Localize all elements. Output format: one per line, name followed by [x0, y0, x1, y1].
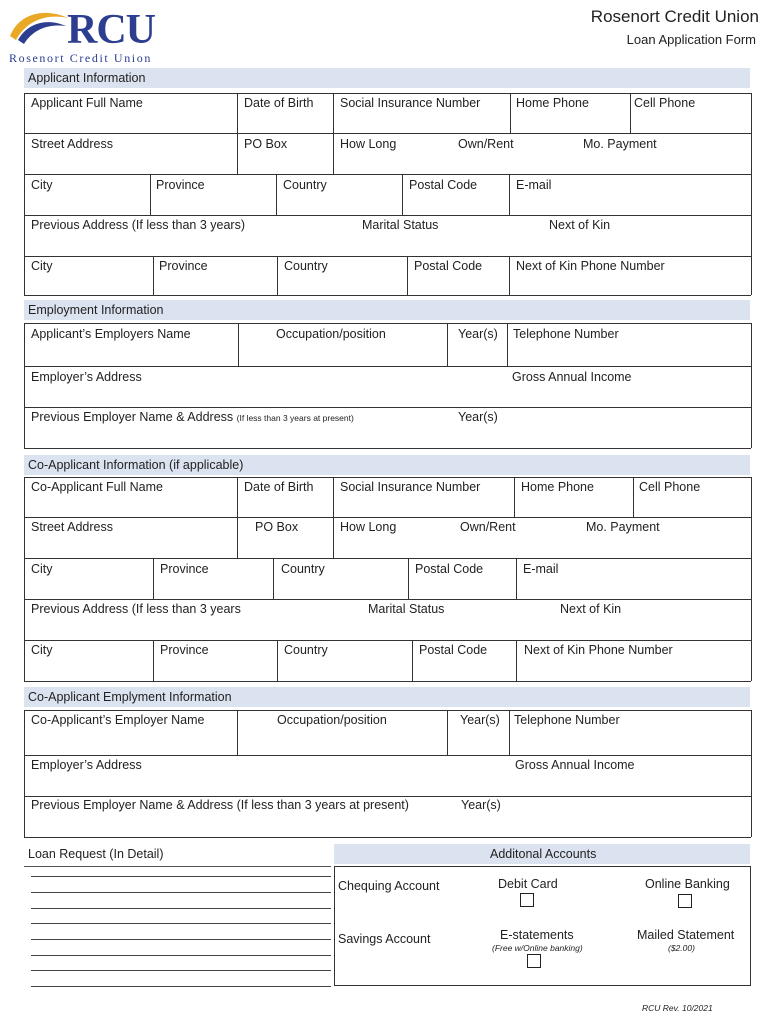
co-next-of-kin-phone-field[interactable]: Next of Kin Phone Number — [524, 643, 673, 657]
co-province-field[interactable]: Province — [160, 562, 209, 576]
email-field[interactable]: E-mail — [516, 178, 552, 192]
co-postal-code-field[interactable]: Postal Code — [415, 562, 484, 576]
co-sin-field[interactable]: Social Insurance Number — [340, 480, 481, 494]
logo-subtitle: Rosenort Credit Union — [9, 51, 152, 65]
logo — [0, 0, 160, 66]
mailed-statement-label: Mailed Statement — [637, 928, 735, 942]
debit-card-checkbox[interactable] — [520, 893, 534, 907]
logo-wordmark: RCU — [67, 7, 155, 53]
co-next-of-kin-field[interactable]: Next of Kin — [560, 602, 622, 616]
co-employer-name-field[interactable]: Co-Applicant’s Employer Name — [31, 713, 205, 727]
cell-phone-field[interactable]: Cell Phone — [634, 96, 696, 110]
employer-address-field[interactable]: Employer’s Address — [31, 370, 142, 384]
savings-account-label: Savings Account — [338, 932, 431, 946]
online-banking-label: Online Banking — [645, 877, 730, 891]
marital-status-field[interactable]: Marital Status — [362, 218, 439, 232]
po-box-field[interactable]: PO Box — [244, 137, 288, 151]
section-title: Additonal Accounts — [490, 847, 597, 861]
next-of-kin-phone-field[interactable]: Next of Kin Phone Number — [516, 259, 665, 273]
estatements-note: (Free w/Online banking) — [492, 943, 583, 953]
mo-payment-field[interactable]: Mo. Payment — [583, 137, 657, 151]
gross-income-field[interactable]: Gross Annual Income — [512, 370, 632, 384]
employer-name-field[interactable]: Applicant’s Employers Name — [31, 327, 191, 341]
section-title: Co-Applicant Information (if applicable) — [28, 458, 244, 472]
how-long-field[interactable]: How Long — [340, 137, 397, 151]
country-field[interactable]: Country — [283, 178, 327, 192]
prev-province-field[interactable]: Province — [159, 259, 208, 273]
logo-swoosh-icon — [6, 6, 72, 46]
postal-code-field[interactable]: Postal Code — [409, 178, 478, 192]
page-title: Rosenort Credit Union — [590, 7, 759, 26]
co-previous-employment-years-field[interactable]: Year(s) — [461, 798, 501, 812]
previous-employment-years-field[interactable]: Year(s) — [458, 410, 498, 424]
additional-accounts-header — [334, 844, 750, 864]
estatements-label: E-statements — [500, 928, 574, 942]
co-full-name-field[interactable]: Co-Applicant Full Name — [31, 480, 163, 494]
section-coapplicant-header — [24, 455, 750, 475]
co-employer-address-field[interactable]: Employer’s Address — [31, 758, 142, 772]
co-country-field[interactable]: Country — [281, 562, 325, 576]
co-prev-country-field[interactable]: Country — [284, 643, 328, 657]
date-of-birth-field[interactable]: Date of Birth — [244, 96, 314, 110]
co-how-long-field[interactable]: How Long — [340, 520, 397, 534]
applicant-full-name-field[interactable]: Applicant Full Name — [31, 96, 143, 110]
section-coemployment-header — [24, 687, 750, 707]
previous-address-field[interactable]: Previous Address (If less than 3 years) — [31, 218, 245, 232]
mailed-statement-note: ($2.00) — [668, 943, 695, 953]
co-prev-postal-code-field[interactable]: Postal Code — [419, 643, 488, 657]
section-title: Co-Applicant Emplyment Information — [28, 690, 232, 704]
co-marital-status-field[interactable]: Marital Status — [368, 602, 445, 616]
prev-city-field[interactable]: City — [31, 259, 53, 273]
prev-country-field[interactable]: Country — [284, 259, 328, 273]
co-cell-phone-field[interactable]: Cell Phone — [639, 480, 701, 494]
co-prev-city-field[interactable]: City — [31, 643, 53, 657]
street-address-field[interactable]: Street Address — [31, 137, 113, 151]
section-title: Employment Information — [28, 303, 164, 317]
co-gross-income-field[interactable]: Gross Annual Income — [515, 758, 635, 772]
section-employment-header — [24, 300, 750, 320]
employer-phone-field[interactable]: Telephone Number — [513, 327, 619, 341]
co-employer-phone-field[interactable]: Telephone Number — [514, 713, 620, 727]
co-occupation-field[interactable]: Occupation/position — [277, 713, 387, 727]
co-po-box-field[interactable]: PO Box — [255, 520, 299, 534]
co-prev-province-field[interactable]: Province — [160, 643, 209, 657]
co-employment-years-field[interactable]: Year(s) — [460, 713, 500, 727]
co-city-field[interactable]: City — [31, 562, 53, 576]
city-field[interactable]: City — [31, 178, 53, 192]
co-previous-address-field[interactable]: Previous Address (If less than 3 years — [31, 602, 241, 616]
previous-employer-label: Previous Employer Name & Address — [31, 410, 234, 424]
co-home-phone-field[interactable]: Home Phone — [521, 480, 594, 494]
estatements-checkbox[interactable] — [527, 954, 541, 968]
co-email-field[interactable]: E-mail — [523, 562, 559, 576]
co-own-rent-field[interactable]: Own/Rent — [460, 520, 516, 534]
employment-years-field[interactable]: Year(s) — [458, 327, 498, 341]
co-previous-employer-field[interactable]: Previous Employer Name & Address (If less than 3 years at present) — [31, 798, 409, 812]
own-rent-field[interactable]: Own/Rent — [458, 137, 514, 151]
occupation-field[interactable]: Occupation/position — [276, 327, 386, 341]
co-date-of-birth-field[interactable]: Date of Birth — [244, 480, 314, 494]
loan-request-header — [24, 844, 331, 864]
province-field[interactable]: Province — [156, 178, 205, 192]
online-banking-checkbox[interactable] — [678, 894, 692, 908]
co-mo-payment-field[interactable]: Mo. Payment — [586, 520, 660, 534]
section-applicant-header — [24, 68, 750, 88]
previous-employer-field[interactable] — [31, 410, 354, 424]
section-title: Loan Request (In Detail) — [28, 847, 164, 861]
debit-card-label: Debit Card — [498, 877, 558, 891]
section-title: Applicant Information — [28, 71, 146, 85]
co-street-address-field[interactable]: Street Address — [31, 520, 113, 534]
prev-postal-code-field[interactable]: Postal Code — [414, 259, 483, 273]
page-subtitle: Loan Application Form — [626, 32, 756, 47]
next-of-kin-field[interactable]: Next of Kin — [549, 218, 611, 232]
home-phone-field[interactable]: Home Phone — [516, 96, 589, 110]
sin-field[interactable]: Social Insurance Number — [340, 96, 481, 110]
previous-employer-note: (If less than 3 years at present) — [236, 413, 354, 423]
chequing-account-label: Chequing Account — [338, 879, 440, 893]
revision-label: RCU Rev. 10/2021 — [642, 1003, 713, 1013]
